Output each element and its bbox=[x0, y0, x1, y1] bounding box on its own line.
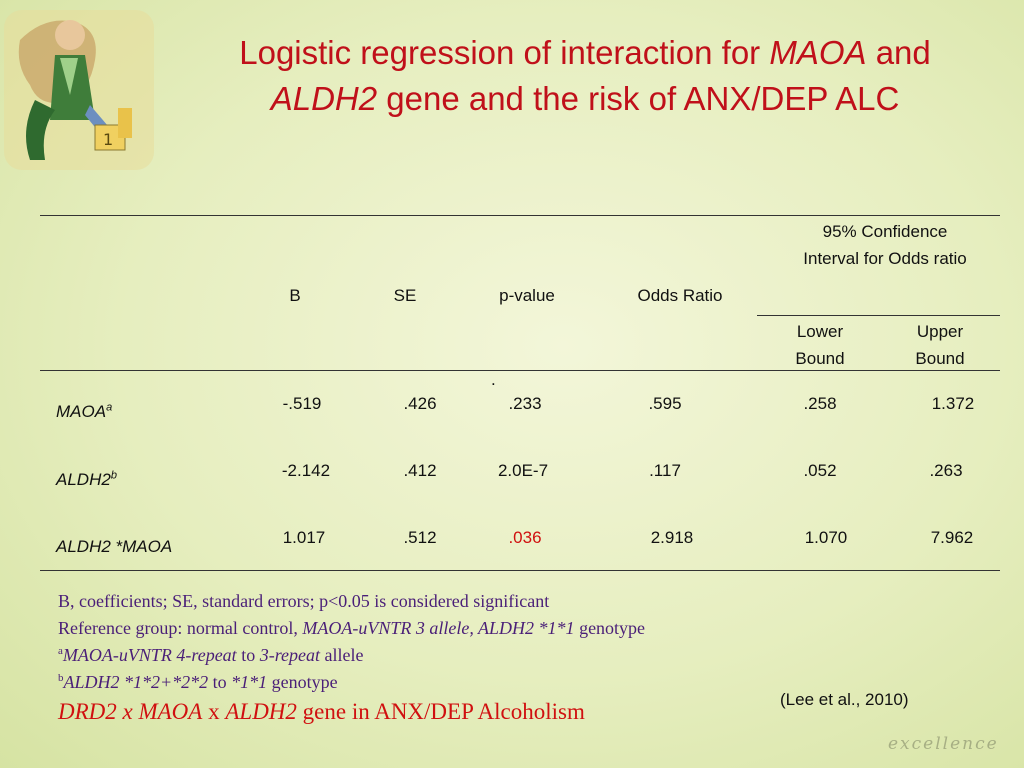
cell-odds-ratio: 2.918 bbox=[650, 528, 694, 547]
cell-odds-ratio: .595 bbox=[648, 394, 682, 413]
cell-p-significant: .036 bbox=[508, 528, 542, 547]
row-label-aldh2: ALDH2$^b$ bbox=[56, 469, 117, 489]
table-top-rule bbox=[40, 215, 1000, 216]
footnote-b: $^b$ALDH2 *1*2+*2*2 to *1*1 genotype bbox=[58, 672, 338, 692]
cell-se: .512 bbox=[403, 528, 437, 547]
title-part2: and bbox=[866, 34, 931, 71]
cell-p: 2.0E-7 bbox=[497, 461, 549, 480]
header-ci-line2: Interval for Odds ratio bbox=[803, 249, 967, 268]
header-lower-line2: Bound bbox=[795, 349, 845, 368]
header-upper-line1: Upper bbox=[916, 322, 964, 341]
footnotes bbox=[58, 588, 645, 728]
table-bottom-rule bbox=[40, 570, 1000, 571]
highlight-line: DRD2 x MAOA x ALDH2 gene in ANX/DEP Alcoholism bbox=[58, 699, 585, 724]
excellence-logo: excellence bbox=[888, 734, 999, 754]
header-b: B bbox=[289, 286, 301, 305]
cell-upper: .263 bbox=[929, 461, 963, 480]
ci-subheader-rule bbox=[757, 315, 1000, 316]
cell-lower: 1.070 bbox=[804, 528, 848, 547]
cell-lower: .052 bbox=[803, 461, 837, 480]
title-part3: gene and the risk of ANX/DEP ALC bbox=[377, 80, 900, 117]
header-pvalue: p-value bbox=[499, 286, 555, 305]
slide-title bbox=[150, 30, 1020, 122]
title-part1: Logistic regression of interaction for bbox=[239, 34, 770, 71]
cell-b: -.519 bbox=[282, 394, 322, 413]
footnote-reference-group: Reference group: normal control, MAOA-uVNTR 3 allele, ALDH2 *1*1 genotype bbox=[58, 618, 646, 638]
cell-b: 1.017 bbox=[282, 528, 326, 547]
row-label-maoa: MAOA$^a$ bbox=[56, 401, 113, 421]
footnote-abbreviations: B, coefficients; SE, standard errors; p<0.05 is considered significant bbox=[58, 591, 550, 611]
cell-p: .233 bbox=[508, 394, 542, 413]
clipart-illustration bbox=[0, 0, 160, 175]
footnote-a: $^a$MAOA-uVNTR 4-repeat to 3-repeat allele bbox=[58, 645, 364, 665]
stray-dot: . bbox=[491, 370, 496, 389]
cell-upper: 1.372 bbox=[931, 394, 975, 413]
header-upper-line2: Bound bbox=[915, 349, 965, 368]
title-gene1: MAOA bbox=[769, 34, 867, 71]
header-lower-line1: Lower bbox=[796, 322, 844, 341]
cell-lower: .258 bbox=[803, 394, 837, 413]
cell-upper: 7.962 bbox=[930, 528, 974, 547]
row-label-aldh2-maoa: ALDH2 *MAOA bbox=[56, 537, 173, 556]
header-bottom-rule bbox=[40, 370, 1000, 371]
header-se: SE bbox=[393, 286, 417, 305]
header-odds-ratio: Odds Ratio bbox=[637, 286, 723, 305]
citation: (Lee et al., 2010) bbox=[780, 690, 909, 709]
cell-b: -2.142 bbox=[281, 461, 331, 480]
title-gene2: ALDH2 bbox=[270, 80, 378, 117]
cell-odds-ratio: .117 bbox=[649, 461, 681, 480]
cell-se: .412 bbox=[403, 461, 437, 480]
svg-text:1: 1 bbox=[103, 130, 114, 149]
header-ci-line1: 95% Confidence bbox=[822, 222, 948, 241]
cell-se: .426 bbox=[403, 394, 437, 413]
